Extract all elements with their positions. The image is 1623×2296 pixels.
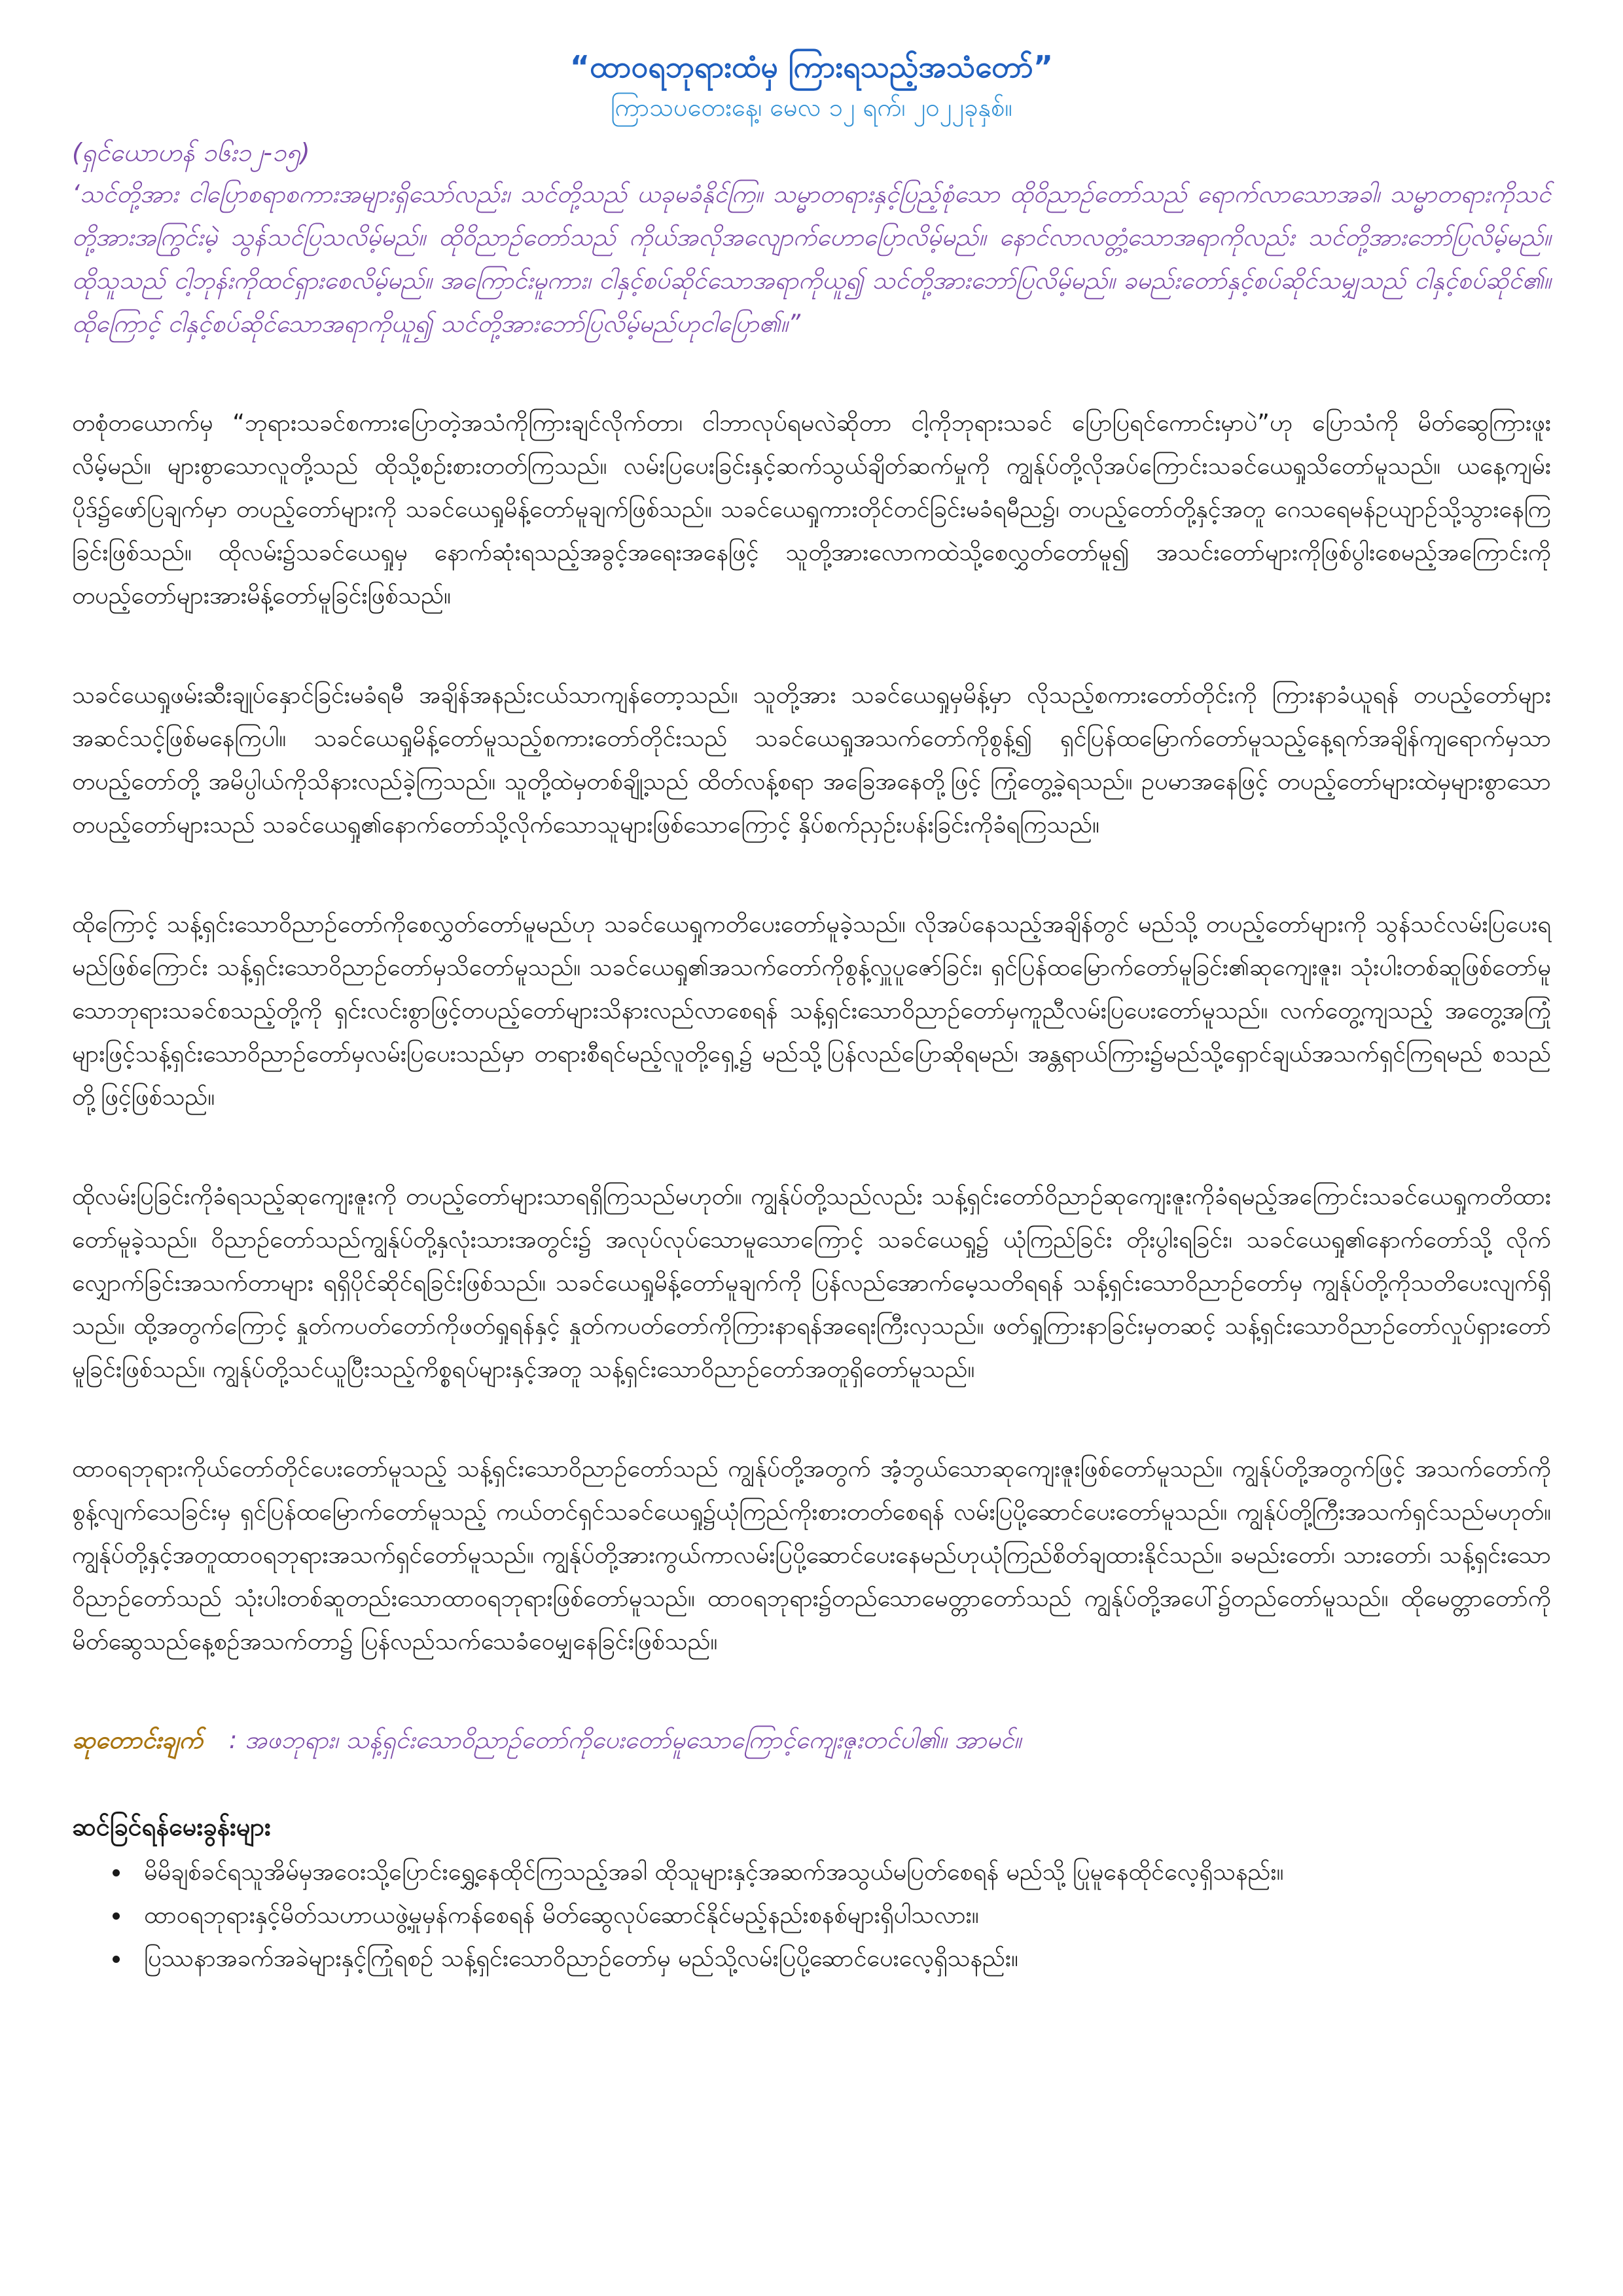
prayer-label: ဆုတောင်းချက် [72, 1726, 203, 1754]
scripture-quote: ‘သင်တို့အား ငါပြောစရာစကားအများရှိသော်လည်း၊ သင်တို့သည် ယခုမခံနိုင်ကြ။ သမ္မာတရားနှင့်ပြည့်စုံသော ထိုဝိညာဉ်တော်သည် ရောက်လာသောအခါ၊ သမ္မာတရားကိုသင်တို့အားအကြွင်းမဲ့ သွန်သင်ပြသလိမ့်မည်။ ထိုဝိညာဉ်တော်သည် ကိုယ်အလိုအလျောက်ဟောပြောလိမ့်မည်။ နောင်လာလတ္တံ့သောအရာကိုလည်း သင်တို့အားဘော်ပြလိမ့်မည်။ ထိုသူသည် ငါ့ဘုန်းကိုထင်ရှားစေလိမ့်မည်။ အကြောင်းမူကား၊ ငါနှင့်စပ်ဆိုင်သောအရာကိုယူ၍ သင်တို့အားဘော်ပြလိမ့်မည်။ ခမည်းတော်နှင့်စပ်ဆိုင်သမျှသည် ငါနှင့်စပ်ဆိုင်၏။ ထိုကြောင့် ငါနှင့်စပ်ဆိုင်သောအရာကိုယူ၍ သင်တို့အားဘော်ပြလိမ့်မည်ဟုငါပြော၏။” [72, 180, 1551, 338]
question-item: • ထာဝရဘုရားနှင့်မိတ်သဟာယဖွဲ့မှုမှန်ကန်စေရန် မိတ်ဆွေလုပ်ဆောင်နိုင်မည့်နည်းစနစ်များရှိပါသလား။ [131, 1894, 1551, 1937]
body-paragraph-2: သခင်ယေရှုဖမ်းဆီးချုပ်နှောင်ခြင်းမခံရမီ အချိန်အနည်းငယ်သာကျန်တော့သည်။ သူတို့အား သခင်ယေရှုမှမိန့်မှာ လိုသည့်စကားတော်တိုင်းကို ကြားနာခံယူရန် တပည့်တော်များအဆင်သင့်ဖြစ်မနေကြပါ။ သခင်ယေရှုမိန့်တော်မူသည့်စကားတော်တိုင်းသည် သခင်ယေရှုအသက်တော်ကိုစွန့်၍ ရှင်ပြန်ထမြောက်တော်မူသည့်နေ့ရက်အချိန်ကျရောက်မှသာတပည့်တော်တို့ အမိပ္ပါယ်ကိုသိနားလည်ခဲ့ကြသည်။ သူတို့ထဲမှတစ်ချို့သည် ထိတ်လန့်စရာ အခြေအနေတို့ဖြင့် ကြုံတွေ့ခဲ့ရသည်။ ဥပမာအနေဖြင့် တပည့်တော်များထဲမှများစွာသော တပည့်တော်များသည် သခင်ယေရှု၏နောက်တော်သို့လိုက်သောသူများဖြစ်သောကြောင့် နှိပ်စက်ညှဉ်းပန်းခြင်းကိုခံရကြသည်။ [72, 682, 1551, 838]
prayer-text: : အဖဘုရား၊ သန့်ရှင်းသောဝိညာဉ်တော်ကိုပေးတော်မူသောကြောင့်ကျေးဇူးတင်ပါ၏။ အာမင်။ [228, 1726, 1022, 1754]
body-paragraph-5: ထာဝရဘုရားကိုယ်တော်တိုင်ပေးတော်မူသည့် သန့်ရှင်းသောဝိညာဉ်တော်သည် ကျွန်ုပ်တို့အတွက် အံ့ဘွယ်သောဆုကျေးဇူးဖြစ်တော်မူသည်။ ကျွန်ုပ်တို့အတွက်ဖြင့် အသက်တော်ကိုစွန့်လျက်သေခြင်းမှ ရှင်ပြန်ထမြောက်တော်မူသည့် ကယ်တင်ရှင်သခင်ယေရှု၌ယုံကြည်ကိုးစားတတ်စေရန် လမ်းပြပို့ဆောင်ပေးတော်မူသည်။ ကျွန်ုပ်တို့ကြီးအသက်ရှင်သည်မဟုတ်။ ကျွန်ုပ်တို့နှင့်အတူထာဝရဘုရားအသက်ရှင်တော်မူသည်။ ကျွန်ုပ်တို့အားကွယ်ကာလမ်းပြပို့ဆောင်ပေးနေမည်ဟုယုံကြည်စိတ်ချထားနိုင်သည်။ ခမည်းတော်၊ သားတော်၊ သန့်ရှင်းသောဝိညာဉ်တော်သည် သုံးပါးတစ်ဆူတည်းသောထာဝရဘုရားဖြစ်တော်မူသည်။ ထာဝရဘုရား၌တည်သောမေတ္တာတော်သည် ကျွန်ုပ်တို့အပေါ်၌တည်တော်မူသည်။ ထိုမေတ္တာတော်ကို မိတ်ဆွေသည်နေ့စဉ်အသက်တာ၌ ပြန်လည်သက်သေခံဝေမျှနေခြင်းဖြစ်သည်။ [72, 1456, 1551, 1655]
body-paragraph-4: ထိုလမ်းပြခြင်းကိုခံရသည့်ဆုကျေးဇူးကို တပည့်တော်များသာရရှိကြသည်မဟုတ်။ ကျွန်ုပ်တို့သည်လည်း သန့်ရှင်းတော်ဝိညာဉ်ဆုကျေးဇူးကိုခံရမည့်အကြောင်းသခင်ယေရှုကတိထားတော်မူခဲ့သည်။ ဝိညာဉ်တော်သည်ကျွန်ုပ်တို့နှလုံးသားအတွင်း၌ အလုပ်လုပ်သောမူသောကြောင့် သခင်ယေရှု၌ ယုံကြည်ခြင်း တိုးပွါးရခြင်း၊ သခင်ယေရှု၏နောက်တော်သို့ လိုက်လျှောက်ခြင်းအသက်တာများ ရရှိပိုင်ဆိုင်ရခြင်းဖြစ်သည်။ သခင်ယေရှုမိန့်တော်မူချက်ကို ပြန်လည်အောက်မေ့သတိရရန် သန့်ရှင်းသောဝိညာဉ်တော်မှ ကျွန်ုပ်တို့ကိုသတိပေးလျက်ရှိသည်။ ထို့အတွက်ကြောင့် နှုတ်ကပတ်တော်ကိုဖတ်ရှုရန်နှင့် နှုတ်ကပတ်တော်ကိုကြားနာရန်အရေးကြီးလှသည်။ ဖတ်ရှုကြားနာခြင်းမှတဆင့် သန့်ရှင်းသောဝိညာဉ်တော်လှုပ်ရှားတော်မူခြင်းဖြစ်သည်။ ကျွန်ုပ်တို့သင်ယူပြီးသည့်ကိစ္စရပ်များနှင့်အတူ သန့်ရှင်းသောဝိညာဉ်တော်အတူရှိတော်မူသည်။ [72, 1183, 1551, 1383]
question-item: • ပြဿနာအခက်အခဲများနှင့်ကြုံရစဉ် သန့်ရှင်းသောဝိညာဉ်တော်မှ မည်သို့လမ်းပြပို့ဆောင်ပေးလေ့ရှိသနည်း။ [131, 1937, 1551, 1981]
page-title: “ထာဝရဘုရားထံမှ ကြားရသည့်အသံတော်” [569, 49, 1054, 84]
questions-heading: ဆင်ခြင်ရန်မေးခွန်းများ [72, 1812, 271, 1841]
body-paragraph-1: တစုံတယောက်မှ “ဘုရားသခင်စကားပြောတဲ့အသံကိုကြားချင်လိုက်တာ၊ ငါဘာလုပ်ရမလဲဆိုတာ ငါ့ကိုဘုရားသခင် ပြောပြရင်ကောင်းမှာပဲ”ဟု ပြောသံကို မိတ်ဆွေကြားဖူးလိမ့်မည်။ များစွာသောလူတို့သည် ထိုသို့စဉ်းစားတတ်ကြသည်။ လမ်းပြပေးခြင်းနှင့်ဆက်သွယ်ချိတ်ဆက်မှုကို ကျွန်ုပ်တို့လိုအပ်ကြောင်းသခင်ယေရှုသိတော်မူသည်။ ယနေ့ကျမ်းပိုဒ်၌ဖော်ပြချက်မှာ တပည့်တော်များကို သခင်ယေရှုမိန့်တော်မူချက်ဖြစ်သည်။ သခင်ယေရှုကားတိုင်တင်ခြင်းမခံရမီည၌၊ တပည့်တော်တို့နှင့်အတူ ဂေသရေမန်ဥယျာဉ်သို့သွားနေကြခြင်းဖြစ်သည်။ ထိုလမ်း၌သခင်ယေရှုမှ နောက်ဆုံးရသည့်အခွင့်အရေးအနေဖြင့် သူတို့အားလောကထဲသို့စေလွှတ်တော်မူ၍ အသင်းတော်များကိုဖြစ်ပွါးစေမည့်အကြောင်းကို တပည့်တော်များအားမိန့်တော်မူခြင်းဖြစ်သည်။ [72, 410, 1551, 609]
questions-list [72, 1851, 1551, 1981]
scripture-reference: (ရှင်ယောဟန် ၁၆း၁၂-၁၅) [72, 138, 310, 167]
question-item: • မိမိချစ်ခင်ရသူအိမ်မှအဝေးသို့ပြောင်းရွှေ့နေထိုင်ကြသည့်အခါ ထိုသူများနှင့်အဆက်အသွယ်မပြတ်စေရန် မည်သို့ ပြုမူနေထိုင်လေ့ရှိသနည်း။ [131, 1851, 1551, 1894]
date-line: ကြာသပတေးနေ့၊ မေလ ၁၂ ရက်၊ ၂၀၂၂ခုနှစ်။ [611, 93, 1012, 122]
body-paragraph-3: ထိုကြောင့် သန့်ရှင်းသောဝိညာဉ်တော်ကိုစေလွှတ်တော်မူမည်ဟု သခင်ယေရှုကတိပေးတော်မူခဲ့သည်။ လိုအပ်နေသည့်အချိန်တွင် မည်သို့ တပည့်တော်များကို သွန်သင်လမ်းပြပေးရမည်ဖြစ်ကြောင်း သန့်ရှင်းသောဝိညာဉ်တော်မှသိတော်မူသည်။ သခင်ယေရှု၏အသက်တော်ကိုစွန့်လှူပူဇော်ခြင်း၊ ရှင်ပြန်ထမြောက်တော်မူခြင်း၏ဆုကျေးဇူး၊ သုံးပါးတစ်ဆူဖြစ်တော်မူသောဘုရားသခင်စသည့်တို့ကို ရှင်းလင်းစွာဖြင့်တပည့်တော်များသိနားလည်လာစေရန် သန့်ရှင်းသောဝိညာဉ်တော်မှကူညီလမ်းပြပေးတော်မူသည်။ လက်တွေ့ကျသည့် အတွေ့အကြုံများဖြင့်သန့်ရှင်းသောဝိညာဉ်တော်မှလမ်းပြပေးသည်မှာ တရားစီရင်မည့်လူတို့ရှေ့၌ မည်သို့ပြန်လည်ပြောဆိုရမည်၊ အန္တရာယ်ကြား၌မည်သို့ရှောင်ချယ်အသက်ရှင်ကြရမည် စသည်တို့ဖြင့်ဖြစ်သည်။ [72, 911, 1551, 1111]
prayer-line [72, 1720, 1551, 1761]
devotional-page [72, 46, 1551, 1981]
